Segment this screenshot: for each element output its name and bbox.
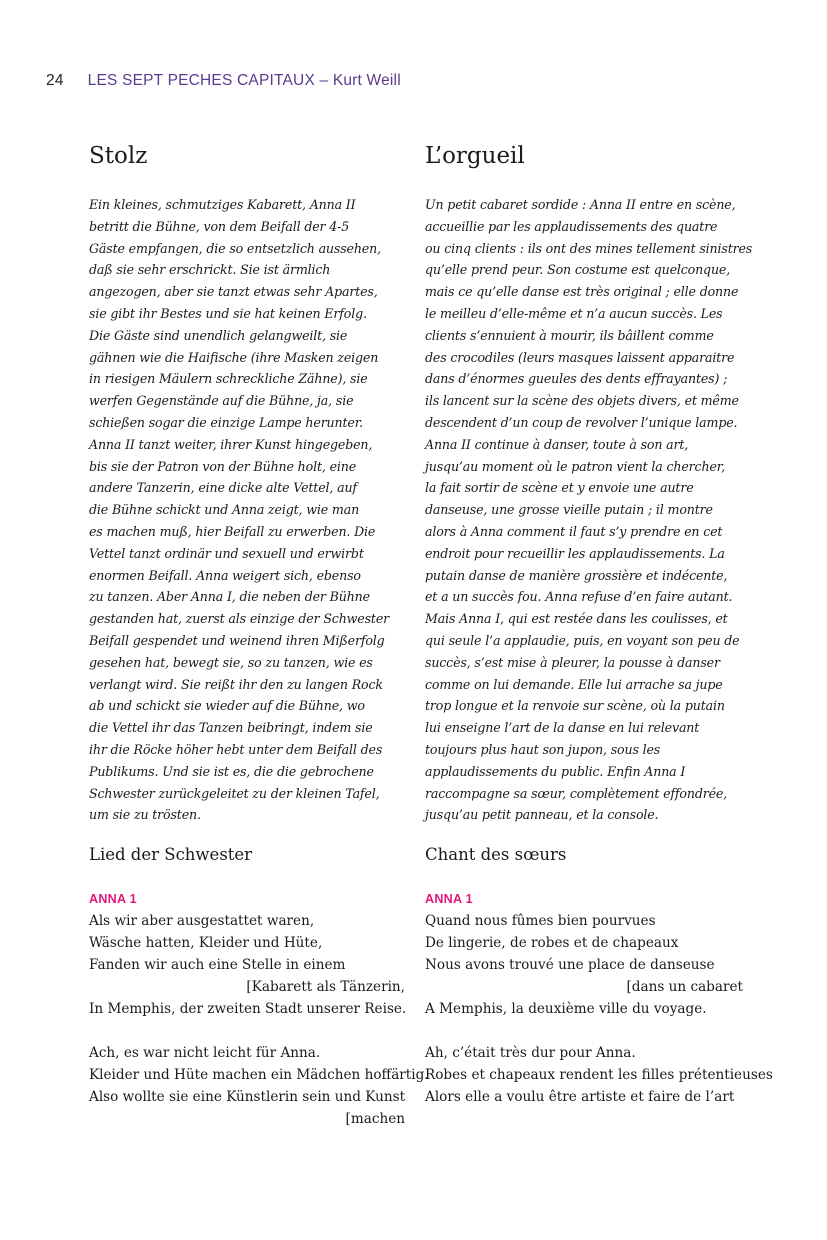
synopsis-line: jusqu’au petit panneau, et la console. <box>425 807 659 823</box>
synopsis-line: jusqu’au moment où le patron vient la chercher, <box>425 458 726 474</box>
synopsis-line: des crocodiles (leurs masques laissent apparaitre <box>425 349 735 365</box>
synopsis-line: die Bühne schickt und Anna zeigt, wie man <box>89 502 360 518</box>
lyric-line: Robes et chapeaux rendent les filles prétentieuses <box>425 1067 773 1083</box>
lyric-line: Als wir aber ausgestattet waren, <box>89 913 315 929</box>
stanza-break <box>89 1020 405 1042</box>
lyric-line: Fanden wir auch eine Stelle in einem <box>89 957 346 973</box>
lyric-line-continuation: [dans un cabaret <box>626 979 743 995</box>
synopsis-line: applaudissements du public. Enfin Anna I <box>425 763 686 779</box>
section-title-german: Stolz <box>89 143 148 169</box>
synopsis-line: putain danse de manière grossière et indécente, <box>425 567 728 583</box>
singer-label: ANNA 1 <box>425 892 473 906</box>
page-number: 24 <box>46 72 64 89</box>
synopsis-line: clients s’ennuient à mourir, ils bâillent comme <box>425 327 714 343</box>
synopsis-line: Mais Anna I, qui est restée dans les coulisses, et <box>425 611 728 627</box>
synopsis-line: ihr die Röcke höher hebt unter dem Beifall des <box>89 741 383 757</box>
synopsis-line: schießen sogar die einzige Lampe herunter. <box>89 414 364 430</box>
synopsis-line: Vettel tanzt ordinär und sexuell und erwirbt <box>89 545 364 561</box>
french-column <box>425 142 773 1105</box>
synopsis-line: toujours plus haut son jupon, sous les <box>425 741 661 757</box>
lyric-line: Ah, c’était très dur pour Anna. <box>425 1045 636 1061</box>
lyrics-french <box>425 910 773 1108</box>
synopsis-line: verlangt wird. Sie reißt ihr den zu langen Rock <box>89 676 383 692</box>
synopsis-line: werfen Gegenstände auf die Bühne, ja, sie <box>89 393 354 409</box>
synopsis-line: ou cinq clients : ils ont des mines tellement sinistres <box>425 240 753 256</box>
german-column <box>89 142 429 1127</box>
synopsis-line: gestanden hat, zuerst als einzige der Schwester <box>89 611 390 627</box>
synopsis-line: Anna II continue à danser, toute à son art, <box>425 436 689 452</box>
synopsis-line: la fait sortir de scène et y envoie une autre <box>425 480 694 496</box>
synopsis-line: qu’elle prend peur. Son costume est quelconque, <box>425 262 731 278</box>
lyric-line: Wäsche hatten, Kleider und Hüte, <box>89 935 323 951</box>
lyric-line: Quand nous fûmes bien pourvues <box>425 913 656 929</box>
synopsis-line: Publikums. Und sie ist es, die die gebrochene <box>89 763 374 779</box>
lyrics-german <box>89 910 429 1130</box>
synopsis-line: es machen muß, hier Beifall zu erwerben. Die <box>89 523 376 539</box>
running-title: LES SEPT PECHES CAPITAUX – Kurt Weill <box>87 72 401 89</box>
synopsis-line: ab und schickt sie wieder auf die Bühne, wo <box>89 698 365 714</box>
lyric-line: Ach, es war nicht leicht für Anna. <box>89 1045 321 1061</box>
stanza-break <box>425 1020 743 1042</box>
synopsis-line: gähnen wie die Haifische (ihre Masken zeigen <box>89 349 379 365</box>
synopsis-line: et a un succès fou. Anna refuse d’en faire autant. <box>425 589 733 605</box>
synopsis-line: le meilleu d’elle-même et n’a aucun succès. Les <box>425 305 723 321</box>
synopsis-line: daß sie sehr erschrickt. Sie ist ärmlich <box>89 262 331 278</box>
lyric-line: Nous avons trouvé une place de danseuse <box>425 957 715 973</box>
synopsis-line: Anna II tanzt weiter, ihrer Kunst hingegeben, <box>89 436 373 452</box>
lyric-line: Also wollte sie eine Künstlerin sein und Kunst <box>89 1089 406 1105</box>
song-title-french: Chant des sœurs <box>425 845 567 864</box>
synopsis-line: um sie zu trösten. <box>89 807 201 823</box>
synopsis-line: comme on lui demande. Elle lui arrache sa jupe <box>425 676 723 692</box>
lyric-line: De lingerie, de robes et de chapeaux <box>425 935 679 951</box>
synopsis-line: in riesigen Mäulern schreckliche Zähne), sie <box>89 371 368 387</box>
lyric-line-continuation: [Kabarett als Tänzerin, <box>246 979 405 995</box>
synopsis-line: descendent d’un coup de revolver l’unique lampe. <box>425 414 738 430</box>
synopsis-line: alors à Anna comment il faut s’y prendre en cet <box>425 523 723 539</box>
synopsis-line: dans d’énormes gueules des dents effrayantes) ; <box>425 371 728 387</box>
synopsis-line: mais ce qu’elle danse est très original ; elle donne <box>425 284 739 300</box>
synopsis-french <box>425 194 753 826</box>
song-title-german: Lied der Schwester <box>89 845 253 864</box>
synopsis-line: enormen Beifall. Anna weigert sich, ebenso <box>89 567 361 583</box>
lyric-line: A Memphis, la deuxième ville du voyage. <box>425 1001 707 1017</box>
section-title-french: L’orgueil <box>425 143 525 169</box>
synopsis-line: bis sie der Patron von der Bühne holt, eine <box>89 458 357 474</box>
synopsis-line: gesehen hat, bewegt sie, so zu tanzen, wie es <box>89 654 373 670</box>
lyric-line: In Memphis, der zweiten Stadt unserer Reise. <box>89 1001 407 1017</box>
synopsis-line: Schwester zurückgeleitet zu der kleinen Tafel, <box>89 785 380 801</box>
lyric-line: Alors elle a voulu être artiste et faire de l’art <box>425 1089 735 1105</box>
synopsis-line: danseuse, une grosse vieille putain ; il montre <box>425 502 713 518</box>
synopsis-german <box>89 194 405 826</box>
synopsis-line: Ein kleines, schmutziges Kabarett, Anna II <box>89 197 356 212</box>
synopsis-line: raccompagne sa sœur, complètement effondrée, <box>425 785 728 801</box>
synopsis-line: andere Tanzerin, eine dicke alte Vettel, auf <box>89 480 357 496</box>
synopsis-line: succès, s’est mise à pleurer, la pousse à danser <box>425 654 720 670</box>
lyric-line: Kleider und Hüte machen ein Mädchen hoffärtig. <box>89 1067 429 1083</box>
synopsis-line: sie gibt ihr Bestes und sie hat keinen Erfolg. <box>89 305 367 321</box>
synopsis-line: accueillie par les applaudissements des quatre <box>425 218 718 234</box>
lyric-line-continuation: [machen <box>345 1111 405 1127</box>
synopsis-line: endroit pour recueillir les applaudissements. La <box>425 545 725 561</box>
synopsis-line: Die Gäste sind unendlich gelangweilt, sie <box>89 327 348 343</box>
synopsis-line: qui seule l’a applaudie, puis, en voyant son peu de <box>425 632 740 648</box>
synopsis-line: die Vettel ihr das Tanzen beibringt, indem sie <box>89 720 373 736</box>
synopsis-line: angezogen, aber sie tanzt etwas sehr Apartes, <box>89 284 378 300</box>
synopsis-line: Un petit cabaret sordide : Anna II entre en scène, <box>425 197 736 212</box>
synopsis-line: ils lancent sur la scène des objets divers, et même <box>425 393 739 409</box>
synopsis-line: Beifall gespendet und weinend ihren Mißerfolg <box>89 632 385 648</box>
running-head <box>46 72 401 90</box>
synopsis-line: Gäste empfangen, die so entsetzlich aussehen, <box>89 240 381 256</box>
synopsis-line: lui enseigne l’art de la danse en lui relevant <box>425 720 700 736</box>
synopsis-line: betritt die Bühne, von dem Beifall der 4-5 <box>89 218 350 234</box>
synopsis-line: trop longue et la renvoie sur scène, où la putain <box>425 698 725 714</box>
synopsis-line: zu tanzen. Aber Anna I, die neben der Bühne <box>89 589 370 605</box>
singer-label: ANNA 1 <box>89 892 137 906</box>
